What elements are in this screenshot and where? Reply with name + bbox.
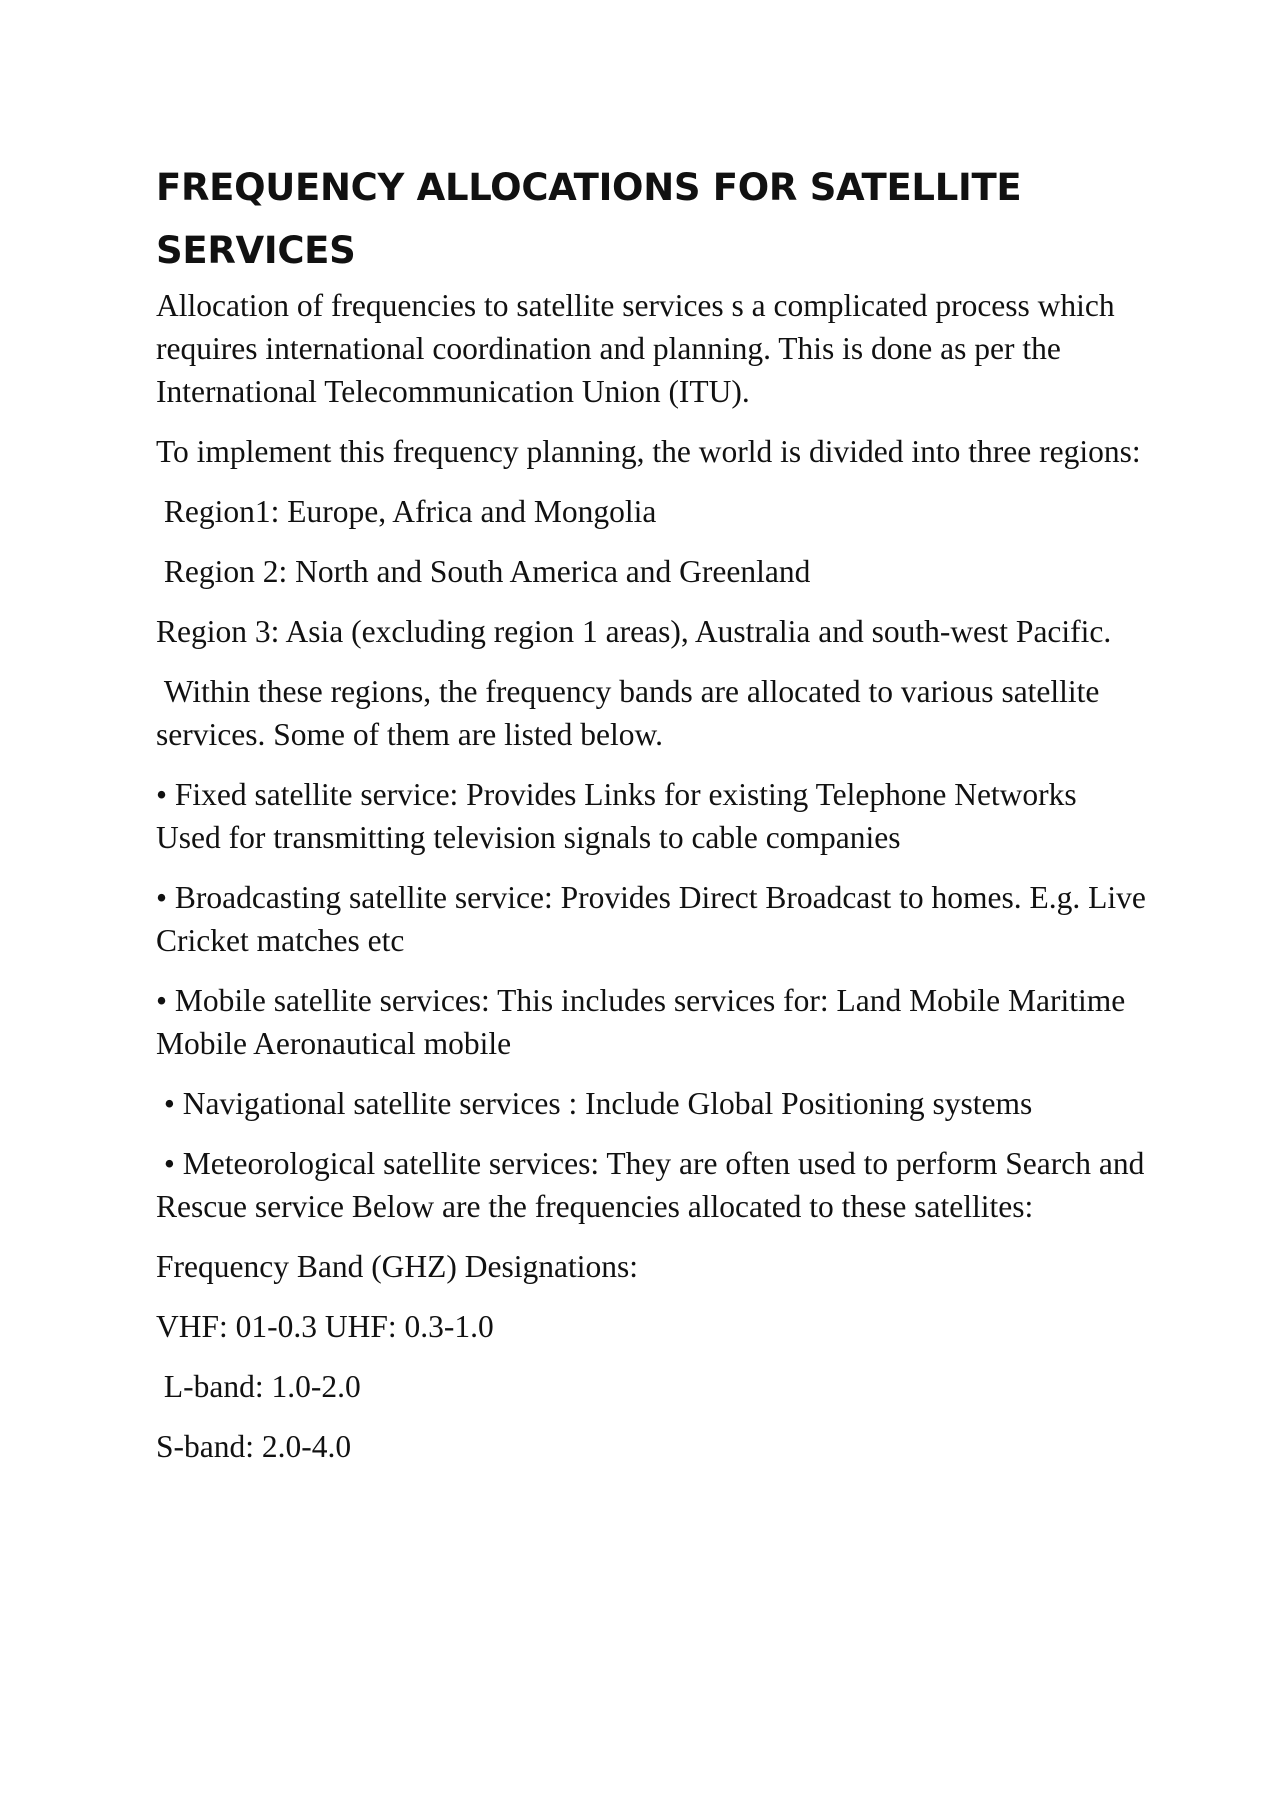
band-s: S-band: 2.0-4.0 [156, 1429, 352, 1464]
region-2-line: Region 2: North and South America and Greenland [156, 554, 811, 589]
region-1-line: Region1: Europe, Africa and Mongolia [156, 494, 657, 529]
list-item-broadcasting-satellite-service: • Broadcasting satellite service: Provides Direct Broadcast to homes. E.g. Live Cricket matches etc [156, 880, 1154, 958]
paragraph-services-intro: Within these regions, the frequency bands are allocated to various satellite services. Some of them are listed below. [156, 674, 1108, 752]
list-item-meteorological-satellite-services: • Meteorological satellite services: They are often used to perform Search and Rescue service Below are the frequencies allocated to these satellites: [156, 1146, 1153, 1224]
frequency-band-heading: Frequency Band (GHZ) Designations: [156, 1249, 639, 1284]
paragraph-regions-intro: To implement this frequency planning, the world is divided into three regions: [156, 434, 1141, 469]
list-item-mobile-satellite-services: • Mobile satellite services: This includes services for: Land Mobile Maritime Mobile Aeronautical mobile [156, 983, 1134, 1061]
document-title: FREQUENCY ALLOCATIONS FOR SATELLITE SERVICES [156, 166, 1022, 272]
list-item-fixed-satellite-service: • Fixed satellite service: Provides Links for existing Telephone Networks Used for transmitting television signals to cable companies [156, 777, 1085, 855]
band-l: L-band: 1.0-2.0 [156, 1369, 361, 1404]
band-vhf-uhf: VHF: 01-0.3 UHF: 0.3-1.0 [156, 1309, 494, 1344]
document-page [156, 156, 1154, 1485]
paragraph-intro: Allocation of frequencies to satellite services s a complicated process which requires international coordination and planning. This is done as per the International Telecommunication Union (ITU). [156, 288, 1123, 409]
region-3-line: Region 3: Asia (excluding region 1 areas), Australia and south-west Pacific. [156, 614, 1112, 649]
list-item-navigational-satellite-services: • Navigational satellite services : Include Global Positioning systems [156, 1086, 1033, 1121]
